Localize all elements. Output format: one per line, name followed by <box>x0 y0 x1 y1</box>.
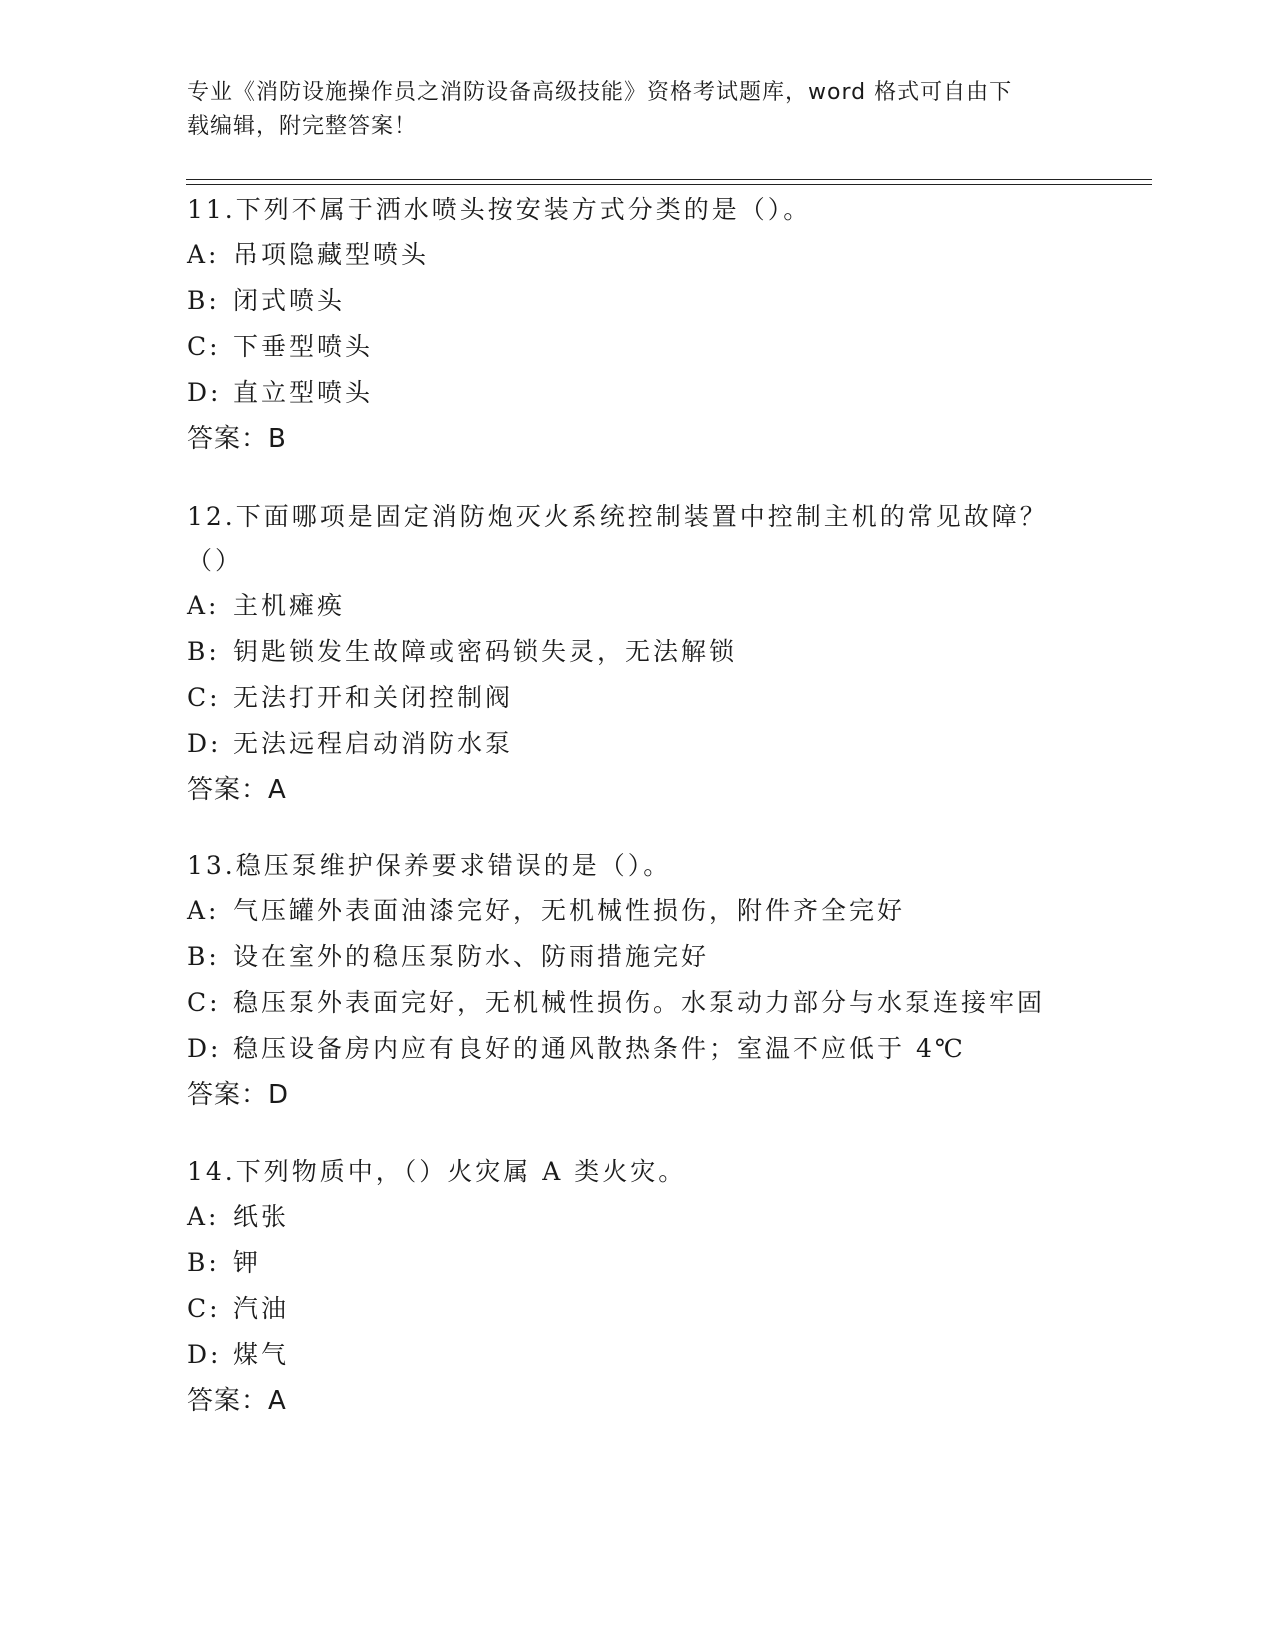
answer-line <box>187 1378 1067 1424</box>
option-c <box>187 1286 1067 1332</box>
option-key: B: <box>187 286 220 315</box>
answer-value: A <box>268 1386 287 1416</box>
option-a <box>187 583 1067 629</box>
answer-line <box>187 767 1067 813</box>
option-text: 纸张 <box>233 1202 290 1231</box>
option-key: C: <box>187 988 221 1017</box>
option-text: 直立型喷头 <box>233 378 374 407</box>
question-13 <box>187 844 1067 1118</box>
option-key: B: <box>187 942 220 971</box>
option-a <box>187 1194 1067 1240</box>
option-key: C: <box>187 332 221 361</box>
option-b <box>187 1240 1067 1286</box>
answer-line <box>187 1072 1067 1118</box>
option-text: 钾 <box>233 1248 262 1277</box>
option-d <box>187 370 1067 416</box>
option-key: B: <box>187 637 220 666</box>
answer-label: 答案： <box>187 775 269 805</box>
option-key: D: <box>187 378 222 407</box>
option-d <box>187 1332 1067 1378</box>
answer-label: 答案： <box>187 1386 269 1416</box>
option-c <box>187 980 1067 1026</box>
option-key: D: <box>187 1034 222 1063</box>
answer-value: B <box>268 424 287 454</box>
option-key: A: <box>187 896 220 925</box>
option-key: C: <box>187 1294 221 1323</box>
option-text: 吊项隐藏型喷头 <box>233 240 430 269</box>
option-d <box>187 1026 1067 1072</box>
answer-label: 答案： <box>187 1080 269 1110</box>
option-text: 汽油 <box>233 1294 290 1323</box>
option-text: 无法远程启动消防水泵 <box>233 729 514 758</box>
option-c <box>187 324 1067 370</box>
question-stem: 13.稳压泵维护保养要求错误的是（）。 <box>187 851 672 880</box>
question-14 <box>187 1150 1067 1424</box>
header-line-1: 专业《消防设施操作员之消防设备高级技能》资格考试题库，word 格式可自由下 <box>187 80 1013 105</box>
option-text: 稳压泵外表面完好，无机械性损伤。水泵动力部分与水泵连接牢固 <box>233 988 1046 1017</box>
option-c <box>187 675 1067 721</box>
header-line-2: 载编辑，附完整答案！ <box>187 114 418 139</box>
question-11 <box>187 188 1067 462</box>
header-divider-bottom <box>186 184 1152 185</box>
option-key: C: <box>187 683 221 712</box>
option-text: 闭式喷头 <box>233 286 346 315</box>
answer-label: 答案： <box>187 424 269 454</box>
option-b <box>187 629 1067 675</box>
option-d <box>187 721 1067 767</box>
option-key: A: <box>187 240 220 269</box>
option-text: 煤气 <box>233 1340 290 1369</box>
option-key: A: <box>187 1202 220 1231</box>
option-key: D: <box>187 729 222 758</box>
option-key: D: <box>187 1340 222 1369</box>
answer-value: D <box>268 1080 290 1110</box>
answer-line <box>187 416 1067 462</box>
option-key: B: <box>187 1248 220 1277</box>
option-text: 下垂型喷头 <box>233 332 374 361</box>
question-12 <box>187 495 1067 813</box>
document-header <box>187 76 1067 144</box>
answer-value: A <box>268 775 287 805</box>
option-text: 稳压设备房内应有良好的通风散热条件；室温不应低于 4℃ <box>233 1034 966 1063</box>
question-stem: 11.下列不属于洒水喷头按安装方式分类的是（）。 <box>187 195 812 224</box>
option-a <box>187 232 1067 278</box>
option-text: 设在室外的稳压泵防水、防雨措施完好 <box>233 942 710 971</box>
option-a <box>187 888 1067 934</box>
option-text: 主机瘫痪 <box>233 591 346 620</box>
option-text: 气压罐外表面油漆完好，无机械性损伤，附件齐全完好 <box>233 896 906 925</box>
option-b <box>187 934 1067 980</box>
question-stem: 14.下列物质中，（）火灾属 A 类火灾。 <box>187 1157 687 1186</box>
option-text: 钥匙锁发生故障或密码锁失灵，无法解锁 <box>233 637 738 666</box>
option-key: A: <box>187 591 220 620</box>
option-b <box>187 278 1067 324</box>
option-text: 无法打开和关闭控制阀 <box>233 683 514 712</box>
question-stem: 12.下面哪项是固定消防炮灭火系统控制装置中控制主机的常见故障？（） <box>187 502 1048 575</box>
header-divider-top <box>186 179 1152 180</box>
